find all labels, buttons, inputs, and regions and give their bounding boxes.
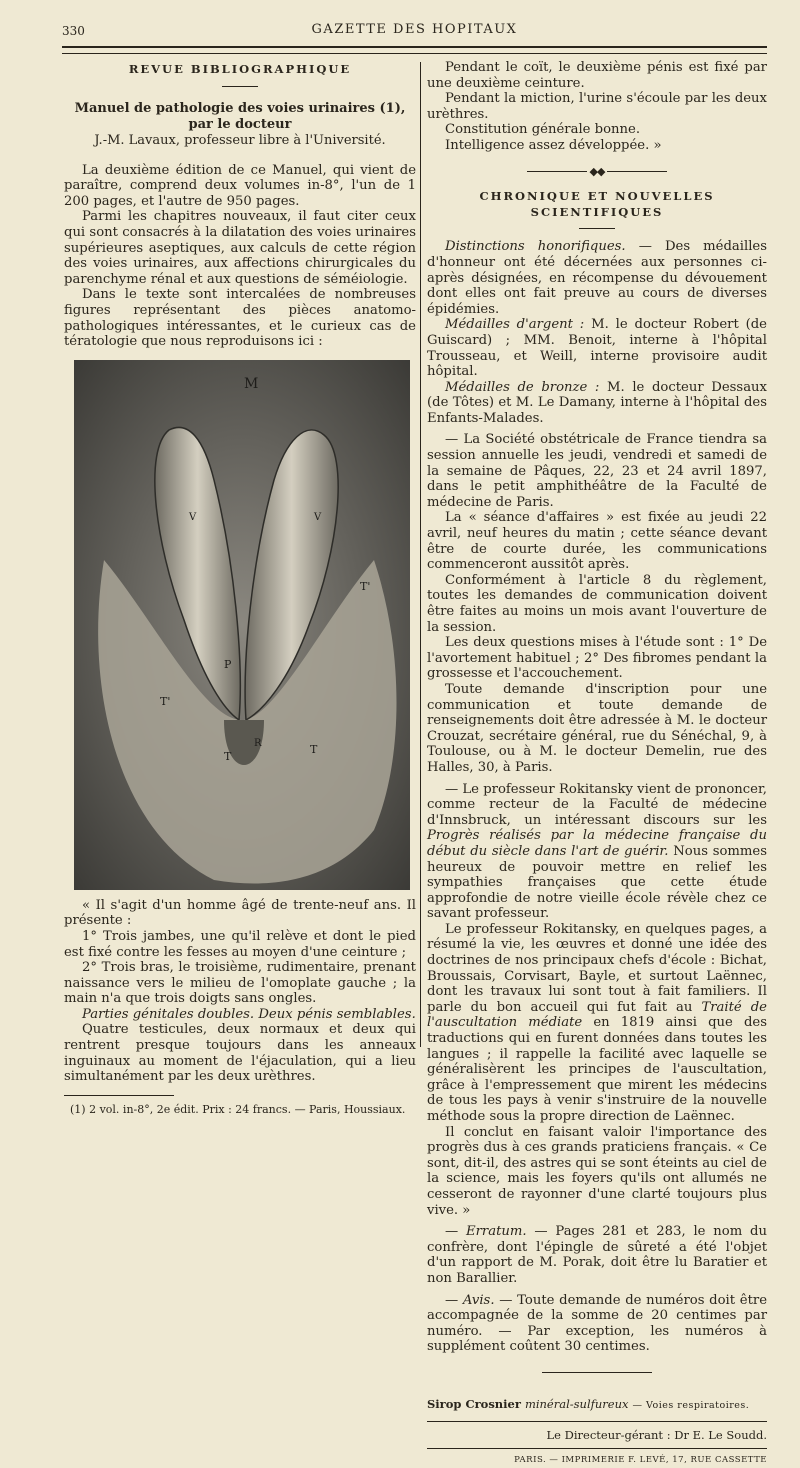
paragraph: La deuxième édition de ce Manuel, qui vient de paraître, comprend deux volumes in-8°, l'un de 1 200 pages, et l'autre de 950 pages. — [64, 162, 416, 209]
paragraph — [427, 782, 767, 922]
paragraph — [427, 380, 767, 427]
paragraph-text: — Pages 281 et 283, le nom du confrère, dont l'épingle de sûreté a été l'objet d'un rapport de M. Porak, doit être lu Baratier et non Barallier. — [427, 1224, 767, 1286]
paragraph: Toute demande d'inscription pour une communication et toute demande de renseignements doit être adressée à M. le docteur Crouzat, secrétaire général, rue du Sénéchal, 9, à Toulouse, ou à M. le docteur Demelin, rue des Halles, 30, à Paris. — [427, 681, 767, 775]
section-title-revue: REVUE BIBLIOGRAPHIQUE — [128, 62, 352, 76]
paragraph-text: — Le professeur Rokitansky vient de prononcer, comme recteur de la Faculté de médecine d'Innsbruck, un intéressant discours sur les — [427, 781, 767, 828]
section-title-chronique: CHRONIQUE ET NOUVELLES SCIENTIFIQUES — [479, 189, 715, 219]
paragraph-text: en 1819 ainsi que des traductions qui en furent données dans toutes les langues ; il rappelle la facilité avec laquelle se généralisèrent les principes de l'auscultation, grâce à l'empressement que mirent les médecins de tous les pays à venir s'instruire de la nouvelle méthode sous la propre direction de Laënnec. — [427, 1015, 767, 1124]
paragraph: Constitution générale bonne. — [445, 122, 641, 138]
column-divider — [420, 62, 421, 1047]
footnote: (1) 2 vol. in-8°, 2e édit. Prix : 24 francs. — Paris, Houssiaux. — [70, 1102, 406, 1116]
paragraph: « Il s'agit d'un homme âgé de trente-neuf ans. Il présente : — [64, 897, 416, 929]
section-rule — [579, 228, 615, 229]
section-rule — [222, 86, 258, 87]
printer-line: PARIS. — IMPRIMERIE F. LEVÉ, 17, RUE CASSETTE — [427, 1448, 767, 1468]
running-title: GAZETTE DES HOPITAUX — [311, 22, 518, 37]
figure-label: R — [254, 737, 262, 749]
book-title-line: Manuel de pathologie des voies urinaires (1), par le docteur — [74, 100, 406, 132]
advertisement — [427, 1397, 767, 1414]
italic-label: — Avis. — [445, 1292, 495, 1308]
paragraph — [427, 1293, 767, 1355]
page-number: 330 — [62, 24, 85, 38]
figure-label: T — [224, 749, 232, 763]
italic-text: Progrès réalisés par la médecine française du début du siècle dans l'art de guérir. — [427, 828, 767, 859]
paragraph-text: Nous sommes heureux de pouvoir mettre en relief les sympathies françaises que cette étude approfondie de notre vieille école révèle chez ce savant professeur. — [427, 843, 767, 922]
paragraph: Intelligence assez développée. » — [445, 137, 662, 153]
paragraph: Parmi les chapitres nouveaux, il faut citer ceux qui sont consacrés à la dilatation des voies urinaires supérieures aseptiques, aux calculs de cette région des voies urinaires, aux affections chirurgicales du parenchyme rénal et aux questions de séméiologie. — [64, 209, 416, 287]
paragraph: Pendant la miction, l'urine s'écoule par les deux urèthres. — [427, 91, 767, 122]
paragraph — [427, 239, 767, 317]
ad-product: Sirop Crosnier — [427, 1396, 521, 1411]
paragraph — [427, 1224, 767, 1286]
paragraph: Conformément à l'article 8 du règlement, toutes les demandes de communication doivent être faites au moins un mois avant l'ouverture de la session. — [427, 572, 767, 635]
header-rule — [62, 46, 767, 54]
italic-label: Distinctions honorifiques. — [445, 239, 626, 255]
left-column — [64, 60, 416, 1117]
book-title — [64, 101, 416, 149]
footnote-rule — [64, 1095, 174, 1096]
ad-product-type: minéral-sulfureux — [524, 1396, 629, 1411]
figure-label: T' — [160, 694, 171, 708]
paragraph: Quatre testicules, deux normaux et deux qui rentrent presque toujours dans les anneaux inguinaux au moment de l'éjaculation, qui a lieu simultanément par les deux urèthres. — [64, 1022, 416, 1085]
paragraph: Il conclut en faisant valoir l'importance des progrès dus à ces grands praticiens français. « Ce sont, dit-il, des astres qui se sont éteints au ciel de la science, mais les foyers qu'ils ont allumés ne cesseront de rayonner d'une clarté toujours plus vive. » — [427, 1124, 767, 1218]
ad-rule — [427, 1421, 767, 1422]
paragraph: Dans le texte sont intercalées de nombreuses figures représentant des pièces anatomo-pathologiques intéressantes, et le curieux cas de tératologie que nous reproduisons ici : — [64, 287, 416, 350]
italic-text: Traité de l'auscultation médiate — [427, 999, 767, 1031]
anatomical-figure — [74, 360, 410, 890]
figure-label: V — [314, 511, 322, 523]
short-divider — [427, 1365, 767, 1381]
page-header — [62, 20, 767, 46]
paragraph: — La Société obstétricale de France tiendra sa session annuelle les jeudi, vendredi et samedi de la semaine de Pâques, 22, 23 et 24 avril 1897, dans le petit amphithéâtre de la Faculté de médecine de Paris. — [427, 432, 767, 510]
paragraph-text: M. le docteur Robert (de Guiscard) ; MM. Benoit, interne à l'hôpital Trousseau, et Weill, interne provisoire audit hôpital. — [427, 317, 767, 380]
director-line: Le Directeur-gérant : Dr E. Le Soudd. — [546, 1428, 767, 1443]
paragraph-text: Le professeur Rokitansky, en quelques pages, a résumé la vie, les œuvres et donné une idée des doctrines de nos principaux chefs d'école : Bichat, Broussais, Corvisart, Bayle, et surtout Laënnec, dont les travaux lui sont tout à fait familiers. Il parle du bon accueil qui fut fait au — [427, 921, 767, 1015]
book-author: J.-M. Lavaux, professeur libre à l'Université. — [94, 132, 386, 148]
paragraph — [427, 922, 767, 1125]
italic-label: Médailles d'argent : — [445, 317, 585, 333]
figure-label: T' — [360, 579, 371, 593]
figure-label: T — [310, 742, 318, 756]
paragraph: 2° Trois bras, le troisième, rudimentaire, prenant naissance vers le milieu de l'omoplate gauche ; la main n'a que trois doigts sans ongles. — [64, 960, 416, 1007]
paragraph: Pendant le coït, le deuxième pénis est fixé par une deuxième ceinture. — [427, 60, 767, 91]
right-column — [427, 60, 767, 1468]
ornament-divider: ◆◆ — [427, 164, 767, 180]
paragraph-text: — Toute demande de numéros doit être accompagnée de la somme de 20 centimes par numéro. — Par exception, les numéros à supplément coûtent 30 centimes. — [427, 1292, 767, 1355]
paragraph: Les deux questions mises à l'étude sont : 1° De l'avortement habituel ; 2° Des fibromes pendant la grossesse et l'accouchement. — [427, 635, 767, 682]
italic-label: Médailles de bronze : — [445, 379, 600, 395]
figure-label: V — [189, 511, 197, 523]
paragraph-text: M. le docteur Dessaux (de Tôtes) et M. Le Damany, interne à l'hôpital des Enfants-Malades. — [427, 379, 767, 426]
paragraph — [64, 1007, 416, 1023]
italic-label: — Erratum. — [445, 1224, 527, 1240]
italic-text: Parties génitales doubles. Deux pénis semblables. — [82, 1006, 416, 1022]
figure-label: P — [224, 657, 232, 671]
paragraph-text: — Des médailles d'honneur ont été décernées aux personnes ci-après désignées, en récompense du dévouement dont elles ont fait preuve au cours de diverses épidémies. — [427, 239, 767, 317]
ad-indication: — Voies respiratoires. — [632, 1399, 750, 1411]
paragraph — [427, 317, 767, 379]
paragraph: 1° Trois jambes, une qu'il relève et dont le pied est fixé contre les fesses au moyen d'une ceinture ; — [64, 928, 416, 960]
paragraph: La « séance d'affaires » est fixée au jeudi 22 avril, neuf heures du matin ; cette séance devant être de courte durée, les communications commenceront aussitôt après. — [427, 510, 767, 573]
figure-label: M — [244, 375, 259, 392]
